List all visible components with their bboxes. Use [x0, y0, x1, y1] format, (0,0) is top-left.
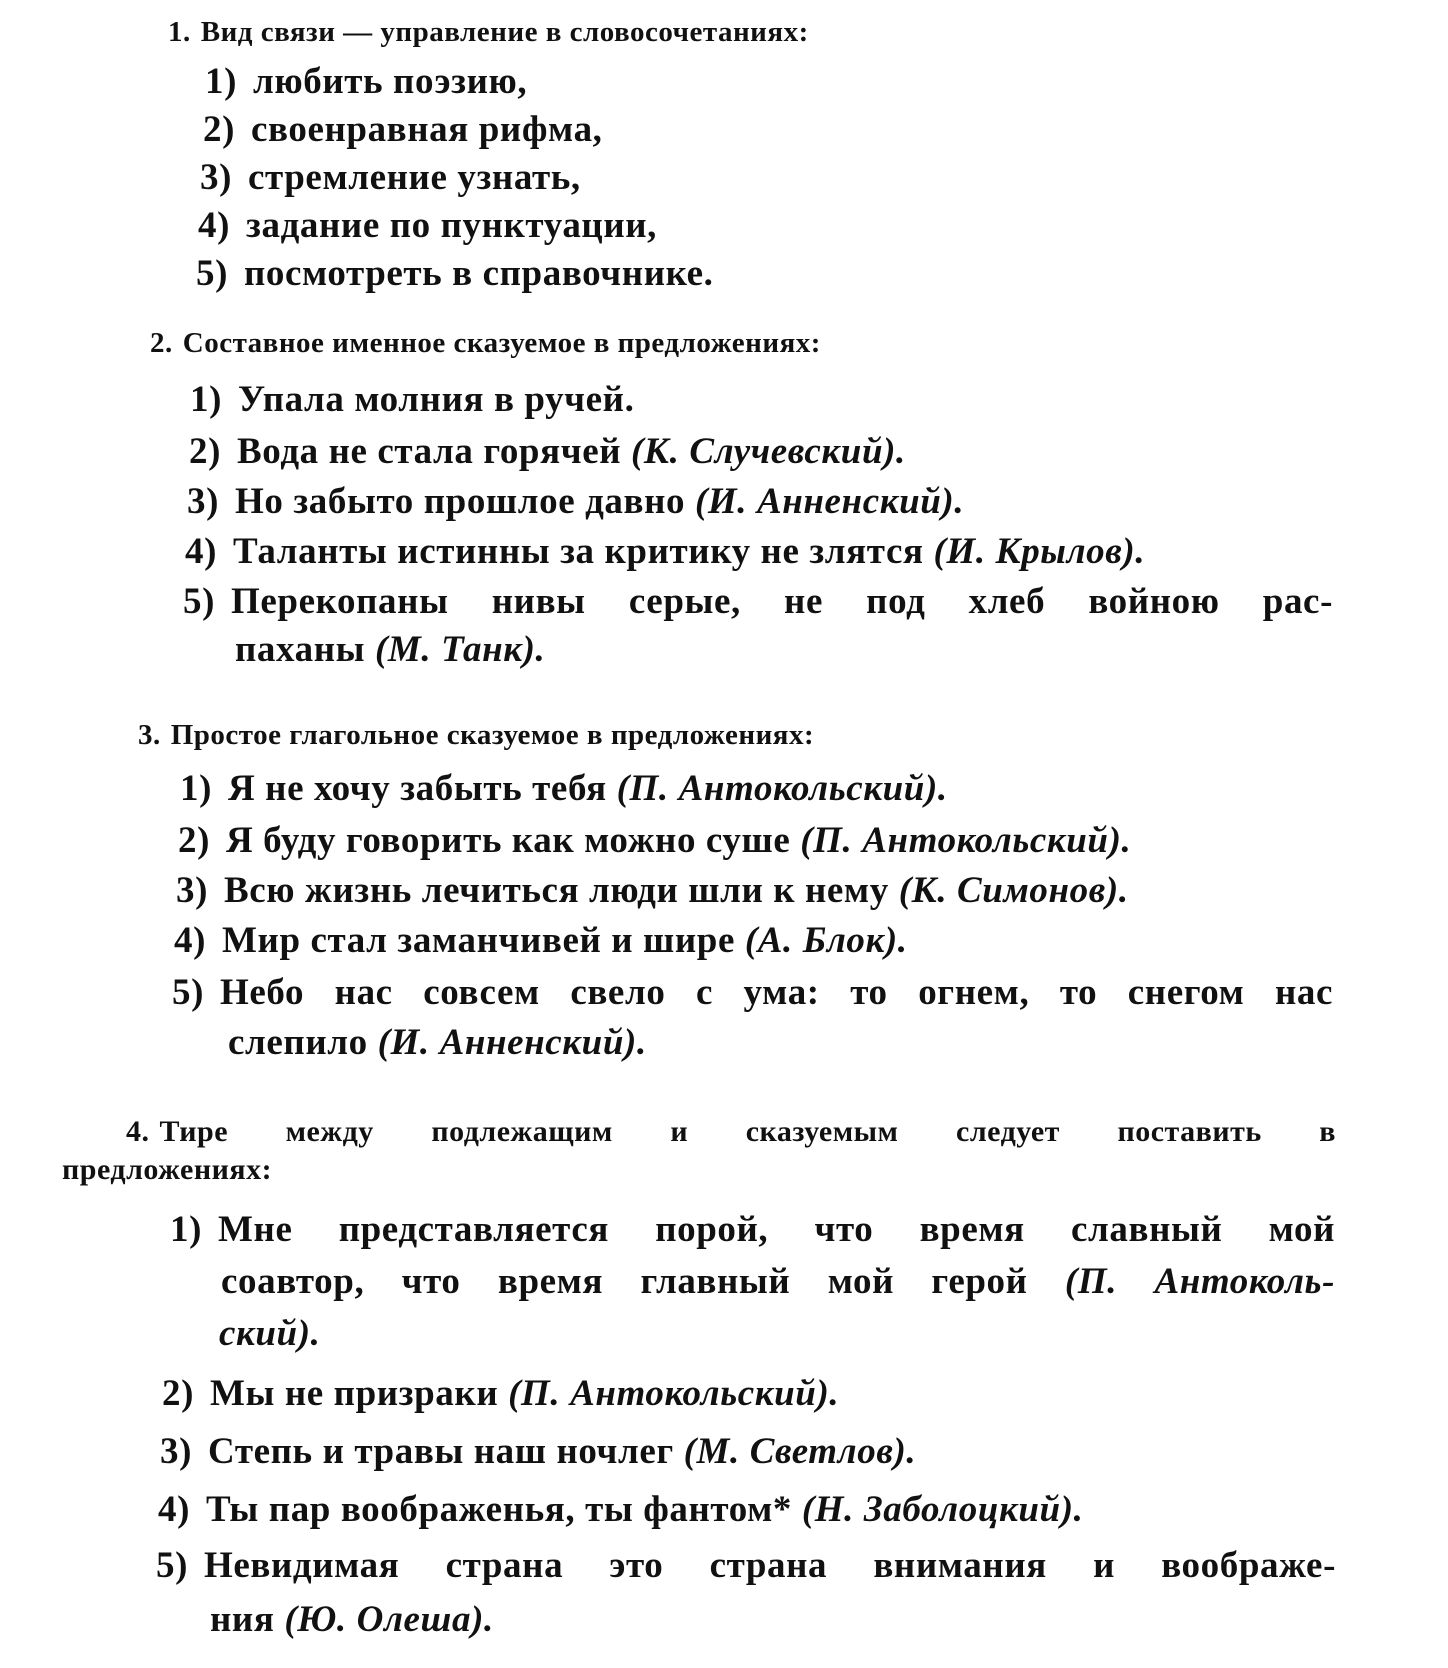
list-item	[200, 152, 581, 204]
item-text: задание по пунктуации,	[246, 205, 658, 246]
item-author: (К. Симонов).	[898, 870, 1129, 911]
section-title: Вид связи — управление в словосочетаниях:	[200, 16, 809, 48]
item-number: 2)	[203, 109, 236, 150]
item-number: 3)	[160, 1431, 193, 1472]
item-text: Но забыто прошлое давно	[235, 481, 686, 522]
item-number: 3)	[200, 157, 233, 198]
section-heading	[126, 1114, 1336, 1150]
item-number: 3)	[187, 481, 220, 522]
item-text: Я буду говорить как можно суше	[226, 820, 791, 861]
item-text: Упала молния в ручей.	[238, 379, 635, 420]
list-item	[189, 426, 906, 478]
item-number: 1)	[190, 379, 223, 420]
item-number: 1)	[170, 1209, 203, 1250]
item-author: (М. Танк).	[375, 629, 546, 670]
item-number: 2)	[178, 820, 211, 861]
item-text: Я не хочу забыть тебя	[228, 768, 607, 809]
section-heading-cont	[62, 1152, 272, 1188]
list-item	[172, 967, 1333, 1019]
item-text: Вода не стала горячей	[237, 431, 622, 472]
list-item	[198, 200, 657, 252]
item-author: (И. Анненский).	[377, 1022, 647, 1063]
item-number: 5)	[156, 1545, 189, 1586]
item-author: (Н. Заболоцкий).	[801, 1489, 1084, 1530]
list-item	[156, 1540, 1336, 1592]
item-author: (Ю. Олеша).	[284, 1599, 494, 1640]
list-item-continuation	[210, 1594, 494, 1646]
item-author: (К. Случевский).	[631, 431, 906, 472]
item-number: 4)	[174, 920, 207, 961]
item-author-cont: ский).	[219, 1313, 321, 1354]
item-text: Всю жизнь лечиться люди шли к нему	[224, 870, 889, 911]
item-author: (П. Антоколь-	[1064, 1261, 1335, 1302]
list-item-continuation	[228, 1017, 647, 1069]
item-author: (М. Светлов).	[683, 1431, 917, 1472]
list-item	[196, 248, 713, 300]
item-text-cont: паханы	[235, 629, 366, 670]
item-author: (А. Блок).	[744, 920, 908, 961]
item-text: Ты пар воображенья, ты фантом*	[206, 1489, 793, 1530]
list-item	[174, 915, 908, 967]
list-item-continuation	[235, 624, 545, 676]
item-author: (И. Крылов).	[933, 531, 1146, 572]
list-item	[158, 1484, 1084, 1536]
section-title: Простое глагольное сказуемое в предложениях:	[170, 719, 815, 751]
section-number: 2.	[150, 327, 173, 359]
list-item	[203, 104, 603, 156]
list-item	[190, 374, 634, 426]
list-item	[185, 526, 1145, 578]
list-item	[187, 476, 964, 528]
item-text: посмотреть в справочнике.	[244, 253, 714, 294]
list-item	[183, 576, 1333, 628]
item-text: своенравная рифма,	[251, 109, 603, 150]
item-text: Перекопаны нивы серые, не под хлеб войною рас-	[231, 581, 1333, 622]
item-number: 2)	[189, 431, 222, 472]
item-number: 1)	[205, 61, 238, 102]
list-item-continuation	[221, 1256, 1335, 1308]
item-number: 5)	[183, 581, 216, 622]
item-number: 5)	[172, 972, 205, 1013]
item-text: Невидимая страна это страна внимания и воображе-	[204, 1545, 1336, 1586]
section-number: 3.	[138, 719, 161, 751]
item-number: 4)	[185, 531, 218, 572]
section-number: 1.	[168, 16, 191, 48]
item-text: стремление узнать,	[248, 157, 581, 198]
section-number: 4.	[126, 1115, 150, 1148]
section-heading	[150, 325, 821, 361]
list-item	[205, 56, 527, 108]
item-text: Мир стал заманчивей и шире	[222, 920, 735, 961]
item-text: Степь и травы наш ночлег	[208, 1431, 674, 1472]
item-text-cont: слепило	[228, 1022, 368, 1063]
item-author: (П. Антокольский).	[616, 768, 948, 809]
item-number: 1)	[180, 768, 213, 809]
section-heading	[168, 14, 809, 50]
section-title: Тире между подлежащим и сказуемым следует поставить в	[159, 1115, 1336, 1148]
list-item	[170, 1204, 1335, 1256]
item-number: 2)	[162, 1373, 195, 1414]
item-number: 5)	[196, 253, 229, 294]
item-text: Небо нас совсем свело с ума: то огнем, то снегом нас	[220, 972, 1333, 1013]
list-item	[180, 763, 948, 815]
list-item-continuation	[219, 1308, 321, 1360]
item-text-cont: ния	[210, 1599, 275, 1640]
item-text: Мне представляется порой, что время славный мой	[218, 1209, 1335, 1250]
item-author: (И. Анненский).	[694, 481, 965, 522]
section-title: Составное именное сказуемое в предложениях:	[182, 327, 821, 359]
list-item	[178, 815, 1131, 867]
list-item	[162, 1368, 839, 1420]
item-number: 4)	[198, 205, 231, 246]
section-title-cont: предложениях:	[62, 1153, 273, 1186]
item-author: (П. Антокольский).	[800, 820, 1132, 861]
list-item	[176, 865, 1129, 917]
section-heading	[138, 717, 814, 753]
item-author: (П. Антокольский).	[508, 1373, 840, 1414]
item-number: 3)	[176, 870, 209, 911]
item-text: Мы не призраки	[210, 1373, 499, 1414]
item-text-cont: соавтор, что время главный мой герой	[221, 1261, 1028, 1302]
item-text: любить поэзию,	[253, 61, 528, 102]
item-number: 4)	[158, 1489, 191, 1530]
list-item	[160, 1426, 916, 1478]
item-text: Таланты истинны за критику не злятся	[233, 531, 924, 572]
